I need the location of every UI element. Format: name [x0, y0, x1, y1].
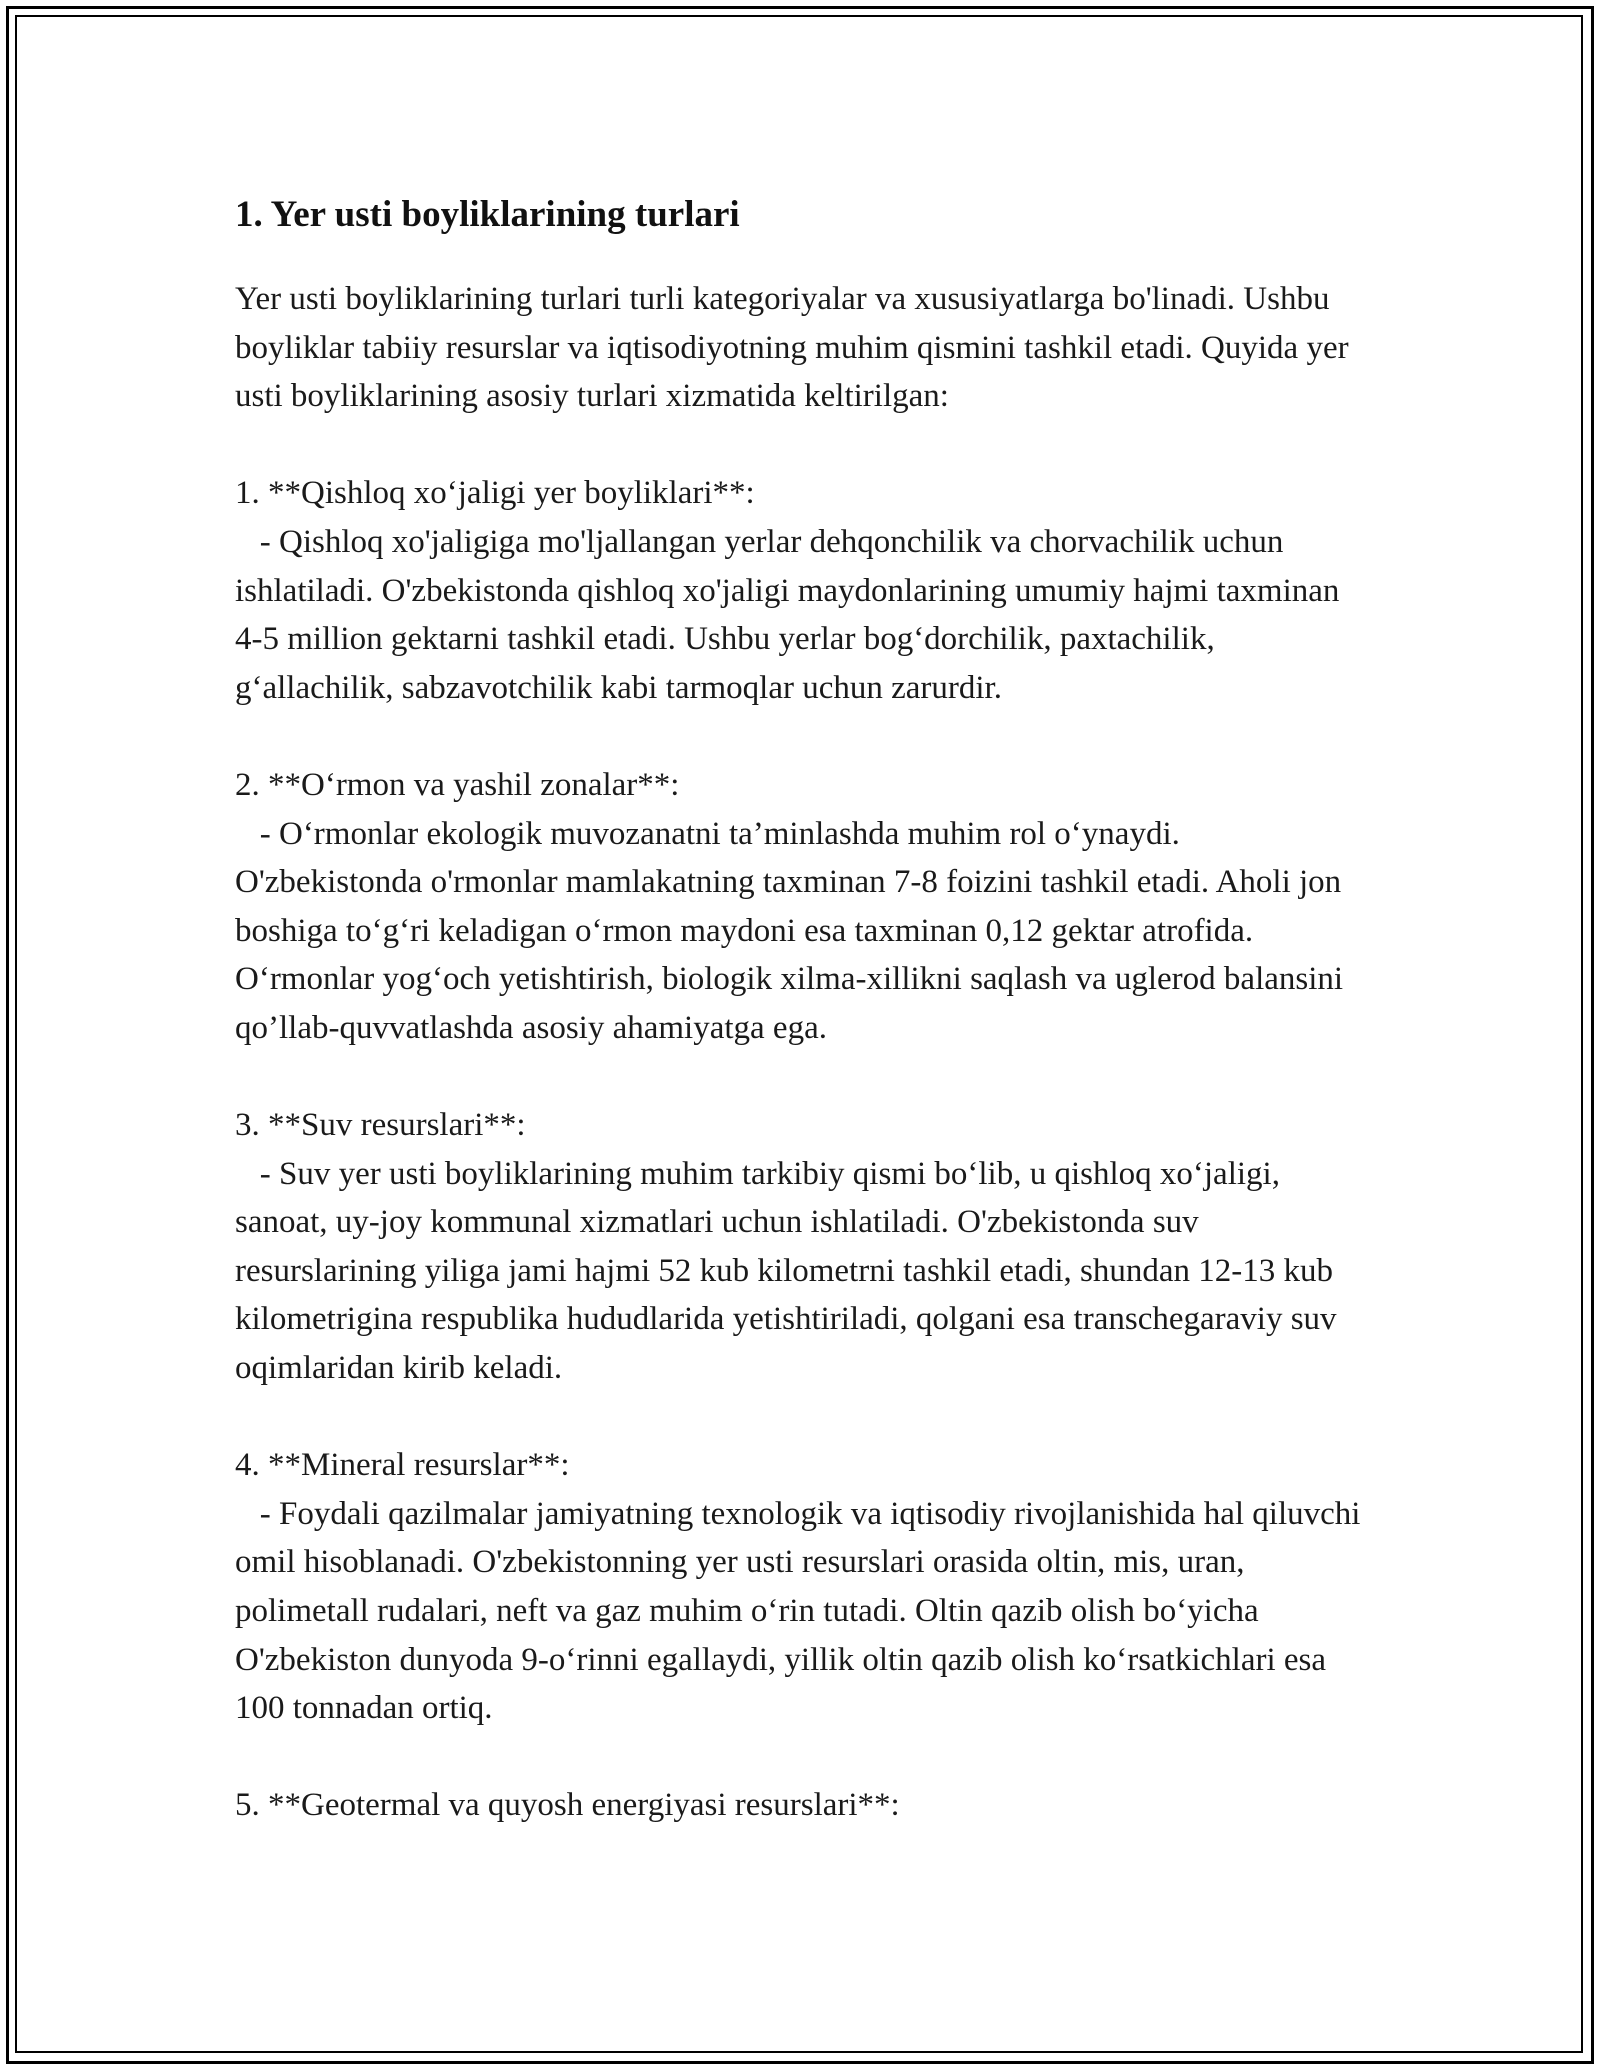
section-heading: 2. **O‘rmon va yashil zonalar**: [235, 766, 680, 803]
section-5 [235, 1781, 1375, 1830]
paragraph-spacer [235, 1053, 1375, 1102]
section-body: - Foydali qazilmalar jamiyatning texnologik va iqtisodiy rivojlanishida hal qiluvchi omil hisoblanadi. O'zbekistonning yer usti resurslari orasida oltin, mis, uran, polimetall rudalari, neft va gaz muhim o‘rin tutadi. Oltin qazib olish bo‘yicha O'zbekiston dunyoda 9-o‘rinni egallaydi, yillik oltin qazib olish ko‘rsatkichlari esa 100 tonnadan ortiq. [235, 1495, 1369, 1727]
document-title: 1. Yer usti boyliklarining turlari [235, 194, 740, 235]
section-4 [235, 1441, 1375, 1733]
section-heading: 4. **Mineral resurslar**: [235, 1447, 570, 1484]
section-body: - Qishloq xo'jaligiga mo'ljallangan yerlar dehqonchilik va chorvachilik uchun ishlatiladi. O'zbekistonda qishloq xo'jaligi maydonlarining umumiy hajmi taxminan 4-5 million gektarni tashkil etadi. Ushbu yerlar bog‘dorchilik, paxtachilik, g‘allachilik, sabzavotchilik kabi tarmoqlar uchun zarurdir. [235, 523, 1348, 706]
paragraph-spacer [235, 712, 1375, 761]
section-heading: 5. **Geotermal va quyosh energiyasi resurslari**: [235, 1787, 900, 1824]
section-body: - Suv yer usti boyliklarining muhim tarkibiy qismi bo‘lib, u qishloq xo‘jaligi, sanoat, uy-joy kommunal xizmatlari uchun ishlatiladi. O'zbekistonda suv resurslarining yiliga jami hajmi 52 kub kilometrni tashkil etadi, shundan 12-13 kub kilometrigina respublika hududlarida yetishtiriladi, qolgani esa transchegaraviy suv oqimlaridan kirib keladi. [235, 1155, 1345, 1387]
paragraph-spacer [235, 1393, 1375, 1442]
intro-paragraph: Yer usti boyliklarining turlari turli kategoriyalar va xususiyatlarga bo'linadi. Ushbu boyliklar tabiiy resurslar va iqtisodiyotning muhim qismini tashkil etadi. Quyida yer usti boyliklarining asosiy turlari xizmatida keltirilgan: [235, 281, 1357, 415]
section-heading: 1. **Qishloq xo‘jaligi yer boyliklari**: [235, 475, 755, 512]
section-1 [235, 469, 1375, 712]
paragraph-spacer [235, 421, 1375, 470]
section-heading: 3. **Suv resurslari**: [235, 1107, 526, 1144]
paragraph-spacer [235, 1733, 1375, 1782]
document-body [235, 188, 1375, 1830]
section-2 [235, 761, 1375, 1053]
section-3 [235, 1101, 1375, 1393]
section-body: - O‘rmonlar ekologik muvozanatni ta’minlashda muhim rol o‘ynaydi. O'zbekistonda o'rmonlar mamlakatning taxminan 7-8 foizini tashkil etadi. Aholi jon boshiga to‘g‘ri keladigan o‘rmon maydoni esa taxminan 0,12 gektar atrofida. O‘rmonlar yog‘och yetishtirish, biologik xilma-xillikni saqlash va uglerod balansini qo’llab-quvvatlashda asosiy ahamiyatga ega. [235, 815, 1352, 1046]
